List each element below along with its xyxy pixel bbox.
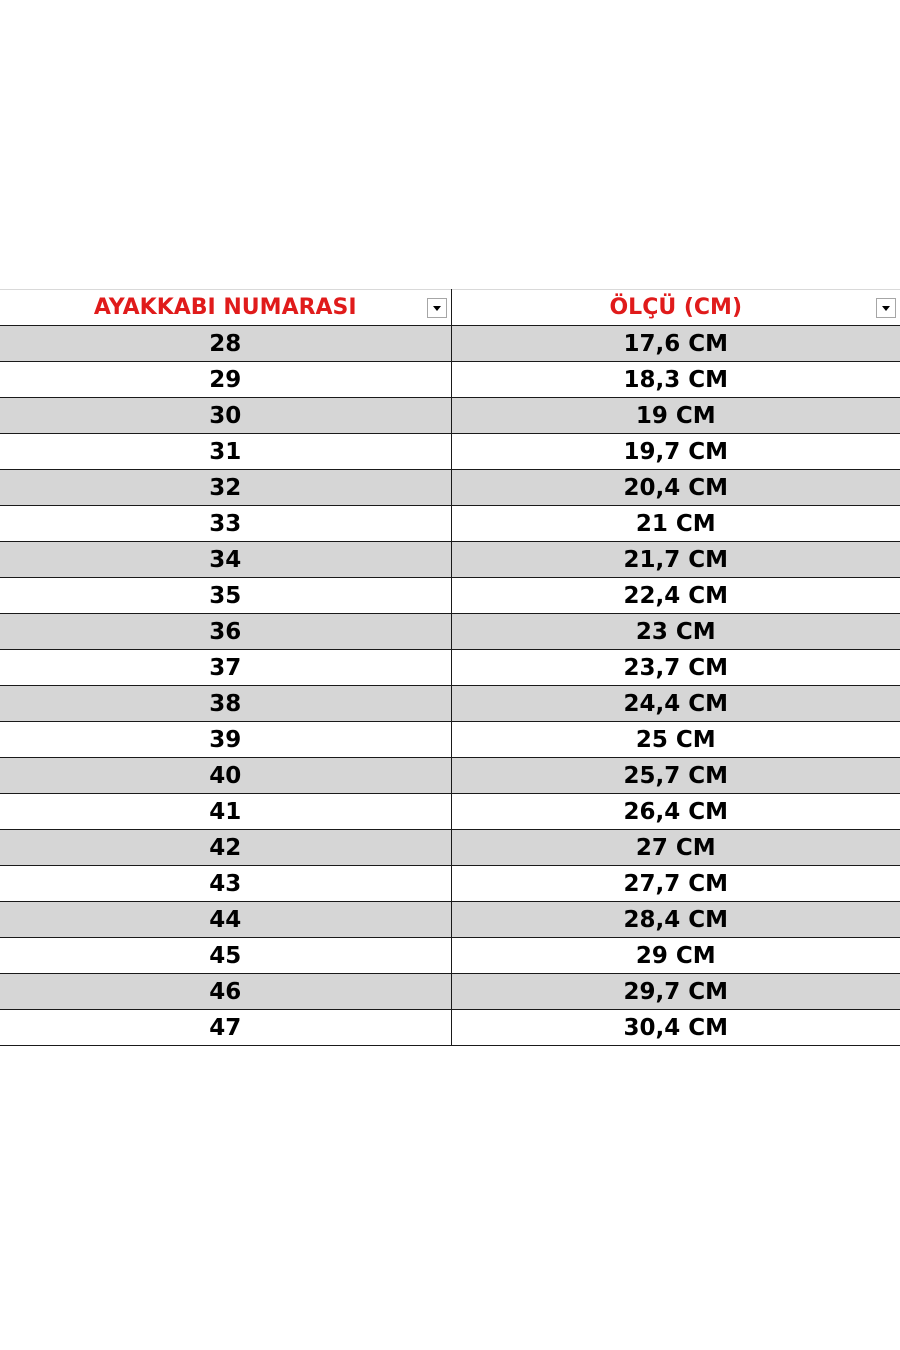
cell-shoe-size[interactable]: 29 (0, 362, 451, 398)
cell-measurement[interactable]: 24,4 CM (451, 686, 900, 722)
table-row (0, 866, 900, 902)
cell-shoe-size[interactable]: 38 (0, 686, 451, 722)
cell-shoe-size[interactable]: 34 (0, 542, 451, 578)
table-row (0, 686, 900, 722)
cell-shoe-size[interactable]: 36 (0, 614, 451, 650)
cell-measurement[interactable]: 30,4 CM (451, 1010, 900, 1046)
cell-shoe-size[interactable]: 30 (0, 398, 451, 434)
cell-shoe-size[interactable]: 43 (0, 866, 451, 902)
table-row (0, 326, 900, 362)
cell-measurement[interactable]: 27,7 CM (451, 866, 900, 902)
table-row (0, 578, 900, 614)
cell-shoe-size[interactable]: 47 (0, 1010, 451, 1046)
cell-shoe-size[interactable]: 44 (0, 902, 451, 938)
table-row (0, 542, 900, 578)
cell-measurement[interactable]: 18,3 CM (451, 362, 900, 398)
cell-measurement[interactable]: 29,7 CM (451, 974, 900, 1010)
table-row (0, 434, 900, 470)
table-row (0, 650, 900, 686)
table-row (0, 938, 900, 974)
table-row (0, 758, 900, 794)
cell-measurement[interactable]: 27 CM (451, 830, 900, 866)
table-row (0, 902, 900, 938)
cell-measurement[interactable]: 20,4 CM (451, 470, 900, 506)
table-row (0, 1010, 900, 1046)
table-row (0, 974, 900, 1010)
cell-shoe-size[interactable]: 31 (0, 434, 451, 470)
size-chart-table (0, 289, 900, 1046)
header-measurement (451, 290, 900, 326)
table-row (0, 614, 900, 650)
cell-measurement[interactable]: 21,7 CM (451, 542, 900, 578)
table-row (0, 362, 900, 398)
cell-measurement[interactable]: 22,4 CM (451, 578, 900, 614)
cell-measurement[interactable]: 26,4 CM (451, 794, 900, 830)
cell-measurement[interactable]: 29 CM (451, 938, 900, 974)
cell-measurement[interactable]: 25 CM (451, 722, 900, 758)
table-row (0, 722, 900, 758)
table-row (0, 506, 900, 542)
cell-measurement[interactable]: 17,6 CM (451, 326, 900, 362)
header-shoe-size (0, 290, 451, 326)
cell-shoe-size[interactable]: 37 (0, 650, 451, 686)
cell-shoe-size[interactable]: 32 (0, 470, 451, 506)
cell-shoe-size[interactable]: 41 (0, 794, 451, 830)
cell-measurement[interactable]: 19 CM (451, 398, 900, 434)
cell-measurement[interactable]: 28,4 CM (451, 902, 900, 938)
table-row (0, 470, 900, 506)
table-row (0, 398, 900, 434)
cell-shoe-size[interactable]: 45 (0, 938, 451, 974)
table-header-row (0, 290, 900, 326)
filter-dropdown-icon[interactable] (427, 298, 447, 318)
cell-measurement[interactable]: 19,7 CM (451, 434, 900, 470)
cell-shoe-size[interactable]: 35 (0, 578, 451, 614)
cell-measurement[interactable]: 21 CM (451, 506, 900, 542)
cell-measurement[interactable]: 23 CM (451, 614, 900, 650)
header-shoe-size-label: AYAKKABI NUMARASI (93, 295, 357, 320)
cell-shoe-size[interactable]: 39 (0, 722, 451, 758)
cell-shoe-size[interactable]: 28 (0, 326, 451, 362)
table-row (0, 794, 900, 830)
cell-measurement[interactable]: 25,7 CM (451, 758, 900, 794)
filter-dropdown-icon[interactable] (876, 298, 896, 318)
cell-shoe-size[interactable]: 42 (0, 830, 451, 866)
cell-measurement[interactable]: 23,7 CM (451, 650, 900, 686)
table-row (0, 830, 900, 866)
cell-shoe-size[interactable]: 46 (0, 974, 451, 1010)
cell-shoe-size[interactable]: 40 (0, 758, 451, 794)
cell-shoe-size[interactable]: 33 (0, 506, 451, 542)
header-measurement-label: ÖLÇÜ (CM) (609, 295, 743, 320)
